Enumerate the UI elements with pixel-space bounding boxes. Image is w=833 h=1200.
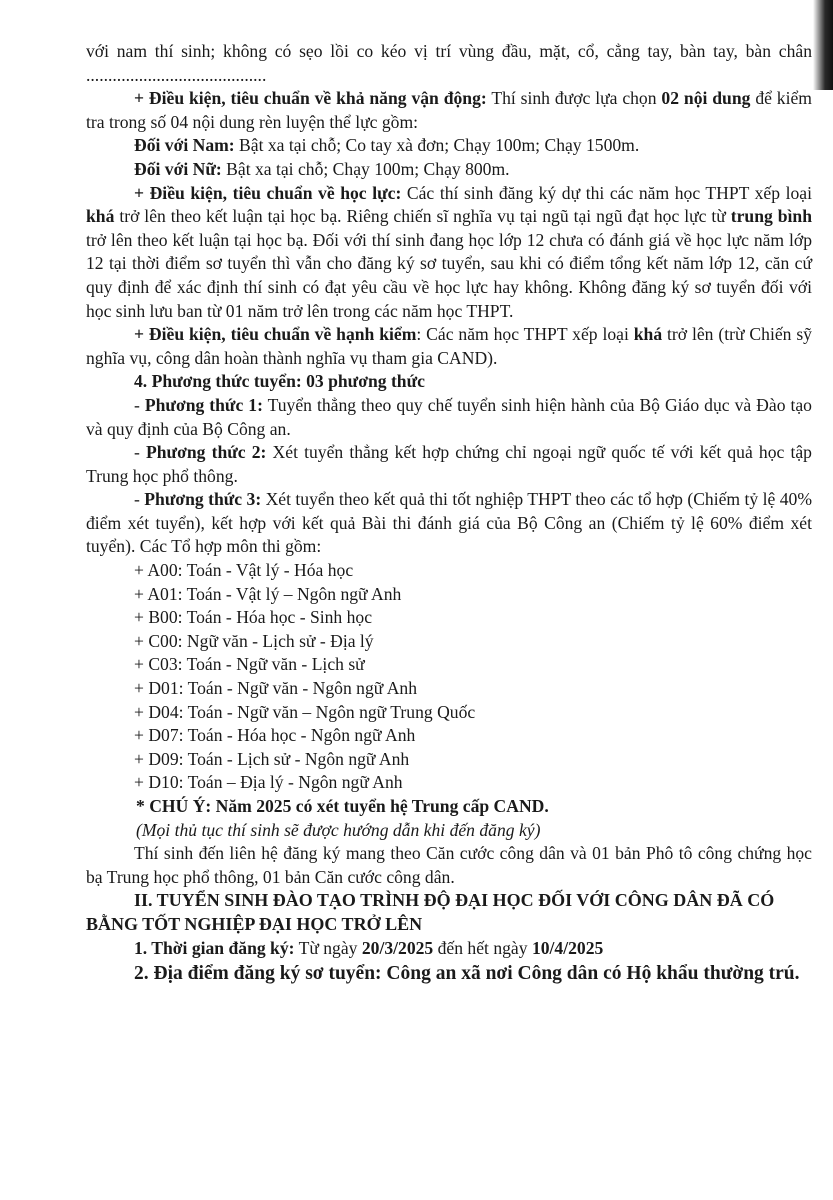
- document-page: [86, 40, 812, 987]
- text-motion-b: để kiểm tra trong số 04 nội dung rèn luyện thể lực gồm:: [86, 88, 812, 132]
- paragraph-s2-place: [86, 960, 812, 987]
- paragraph-method-2: [86, 441, 812, 488]
- list-item: + D09: Toán - Lịch sử - Ngôn ngữ Anh: [134, 748, 410, 769]
- paragraph-method-3: [86, 488, 812, 559]
- text-academic-a: Các thí sinh đăng ký dự thi các năm học THPT xếp loại: [401, 182, 812, 203]
- label-method-2: Phương thức 2:: [146, 442, 267, 463]
- text-method-1: Tuyển thẳng theo quy chế tuyển sinh hiện hành của Bộ Giáo dục và Đào tạo và quy định của Bộ Công an.: [86, 394, 812, 439]
- paragraph-motion-ability: [86, 87, 812, 134]
- paragraph-female: [86, 158, 812, 182]
- text-academic-b: trở lên theo kết luận tại học bạ. Riêng chiến sĩ nghĩa vụ tại ngũ tại ngũ đạt học lực từ: [114, 206, 731, 227]
- label-method-1: Phương thức 1:: [144, 394, 263, 415]
- list-item: + C00: Ngữ văn - Lịch sử - Địa lý: [134, 630, 374, 651]
- section-2-heading: II. TUYỂN SINH ĐÀO TẠO TRÌNH ĐỘ ĐẠI HỌC ĐỐI VỚI CÔNG DÂN ĐÃ CÓ BẰNG TỐT NGHIỆP ĐẠI HỌC TRỞ LÊN: [86, 890, 775, 934]
- text-s2-time-a: Từ ngày: [294, 937, 362, 958]
- text-motion-a: Thí sinh được lựa chọn: [486, 88, 662, 109]
- text-s2-time-b: đến hết ngày: [433, 937, 532, 958]
- text-academic-c: trở lên theo kết luận tại học bạ. Đối với thí sinh đang học lớp 12 chưa có đánh giá về học lực năm lớp 12 tại thời điểm sơ tuyển thì vẫn cho đăng ký sơ tuyển, sau khi có điểm tổng kết năm lớp 12, căn cứ quy định để xác định thí sinh có đạt yêu cầu về học lực hay không. Không đăng ký sơ tuyển đối với học sinh lưu ban từ 01 năm trở lên trong các năm học THPT.: [86, 229, 812, 321]
- list-item: + D07: Toán - Hóa học - Ngôn ngữ Anh: [134, 725, 416, 746]
- text-female: Bật xa tại chỗ; Chạy 100m; Chạy 800m.: [221, 158, 510, 179]
- label-male: Đối với Nam:: [134, 135, 235, 156]
- text-male: Bật xa tại chỗ; Co tay xà đơn; Chạy 100m; Chạy 1500m.: [234, 135, 640, 156]
- text-note: * CHÚ Ý: Năm 2025 có xét tuyển hệ Trung cấp CAND.: [136, 796, 549, 816]
- label-motion-ability: + Điều kiện, tiêu chuẩn về khả năng vận động:: [134, 88, 487, 109]
- list-item: + B00: Toán - Hóa học - Sinh học: [134, 607, 373, 628]
- text-academic-bold-1: khá: [86, 206, 115, 227]
- text-methods-heading: 4. Phương thức tuyển: 03 phương thức: [134, 371, 425, 392]
- paragraph-contact: Thí sinh đến liên hệ đăng ký mang theo Căn cước công dân và 01 bản Phô tô công chứng học bạ Trung học phổ thông, 01 bản Căn cước công dân.: [86, 843, 812, 887]
- text-method-3: Xét tuyển theo kết quả thi tốt nghiệp THPT theo các tổ hợp (Chiếm tỷ lệ 40% điểm xét tuyển), kết hợp với kết quả Bài thi đánh giá của Bộ Công an (Chiếm tỷ lệ 60% điểm xét tuyển). Các Tổ hợp môn thi gồm:: [86, 489, 812, 557]
- note-bold: [86, 795, 812, 819]
- paragraph-method-1: [86, 394, 812, 441]
- paragraph-male: [86, 134, 812, 158]
- list-item: + A00: Toán - Vật lý - Hóa học: [134, 560, 354, 581]
- text-s2-date-1: 20/3/2025: [361, 937, 434, 958]
- dash-2: -: [134, 442, 147, 463]
- paragraph-conduct: [86, 323, 812, 370]
- text-conduct-b: trở lên (trừ Chiến sỹ nghĩa vụ, công dân hoàn thành nghĩa vụ tham gia CAND).: [86, 324, 812, 368]
- note-italic: (Mọi thủ tục thí sinh sẽ được hướng dẫn khi đến đăng ký): [136, 819, 541, 840]
- text-method-2: Xét tuyển thẳng kết hợp chứng chỉ ngoại ngữ quốc tế với kết quả học tập Trung học phổ thông.: [86, 442, 812, 486]
- text-physical-condition: với nam thí sinh; không có sẹo lồi co kéo vị trí vùng đầu, mặt, cổ, cẳng tay, bàn tay, bàn chân .........................................: [86, 41, 812, 85]
- label-s2-time: 1. Thời gian đăng ký:: [134, 937, 295, 958]
- list-item: + D04: Toán - Ngữ văn – Ngôn ngữ Trung Quốc: [134, 701, 476, 722]
- text-motion-bold: 02 nội dung: [661, 88, 751, 109]
- dash-3: -: [134, 489, 145, 510]
- combo-list: [86, 559, 812, 795]
- label-conduct: + Điều kiện, tiêu chuẩn về hạnh kiểm: [134, 324, 417, 345]
- text-conduct-bold: khá: [633, 324, 663, 345]
- list-item: + D10: Toán – Địa lý - Ngôn ngữ Anh: [134, 772, 403, 793]
- list-item: + C03: Toán - Ngữ văn - Lịch sử: [134, 654, 365, 675]
- text-academic-bold-2: trung bình: [730, 206, 812, 227]
- text-s2-date-2: 10/4/2025: [531, 937, 604, 958]
- paragraph-s2-time: [86, 937, 812, 961]
- heading-methods: [86, 370, 812, 394]
- list-item: + A01: Toán - Vật lý – Ngôn ngữ Anh: [134, 583, 402, 604]
- list-item: + D01: Toán - Ngữ văn - Ngôn ngữ Anh: [134, 678, 418, 699]
- label-s2-place: 2. Địa điểm đăng ký sơ tuyển:: [134, 963, 382, 985]
- scan-edge-shadow: [813, 0, 833, 90]
- text-s2-place: Công an xã nơi Công dân có Hộ khẩu thường trú.: [381, 963, 800, 985]
- paragraph-physical-continued: [86, 40, 812, 87]
- label-academic: + Điều kiện, tiêu chuẩn về học lực:: [134, 182, 402, 203]
- dash-1: -: [134, 394, 145, 415]
- paragraph-academic: [86, 182, 812, 324]
- label-method-3: Phương thức 3:: [144, 489, 262, 510]
- text-conduct-a: : Các năm học THPT xếp loại: [416, 324, 634, 345]
- label-female: Đối với Nữ:: [134, 158, 222, 179]
